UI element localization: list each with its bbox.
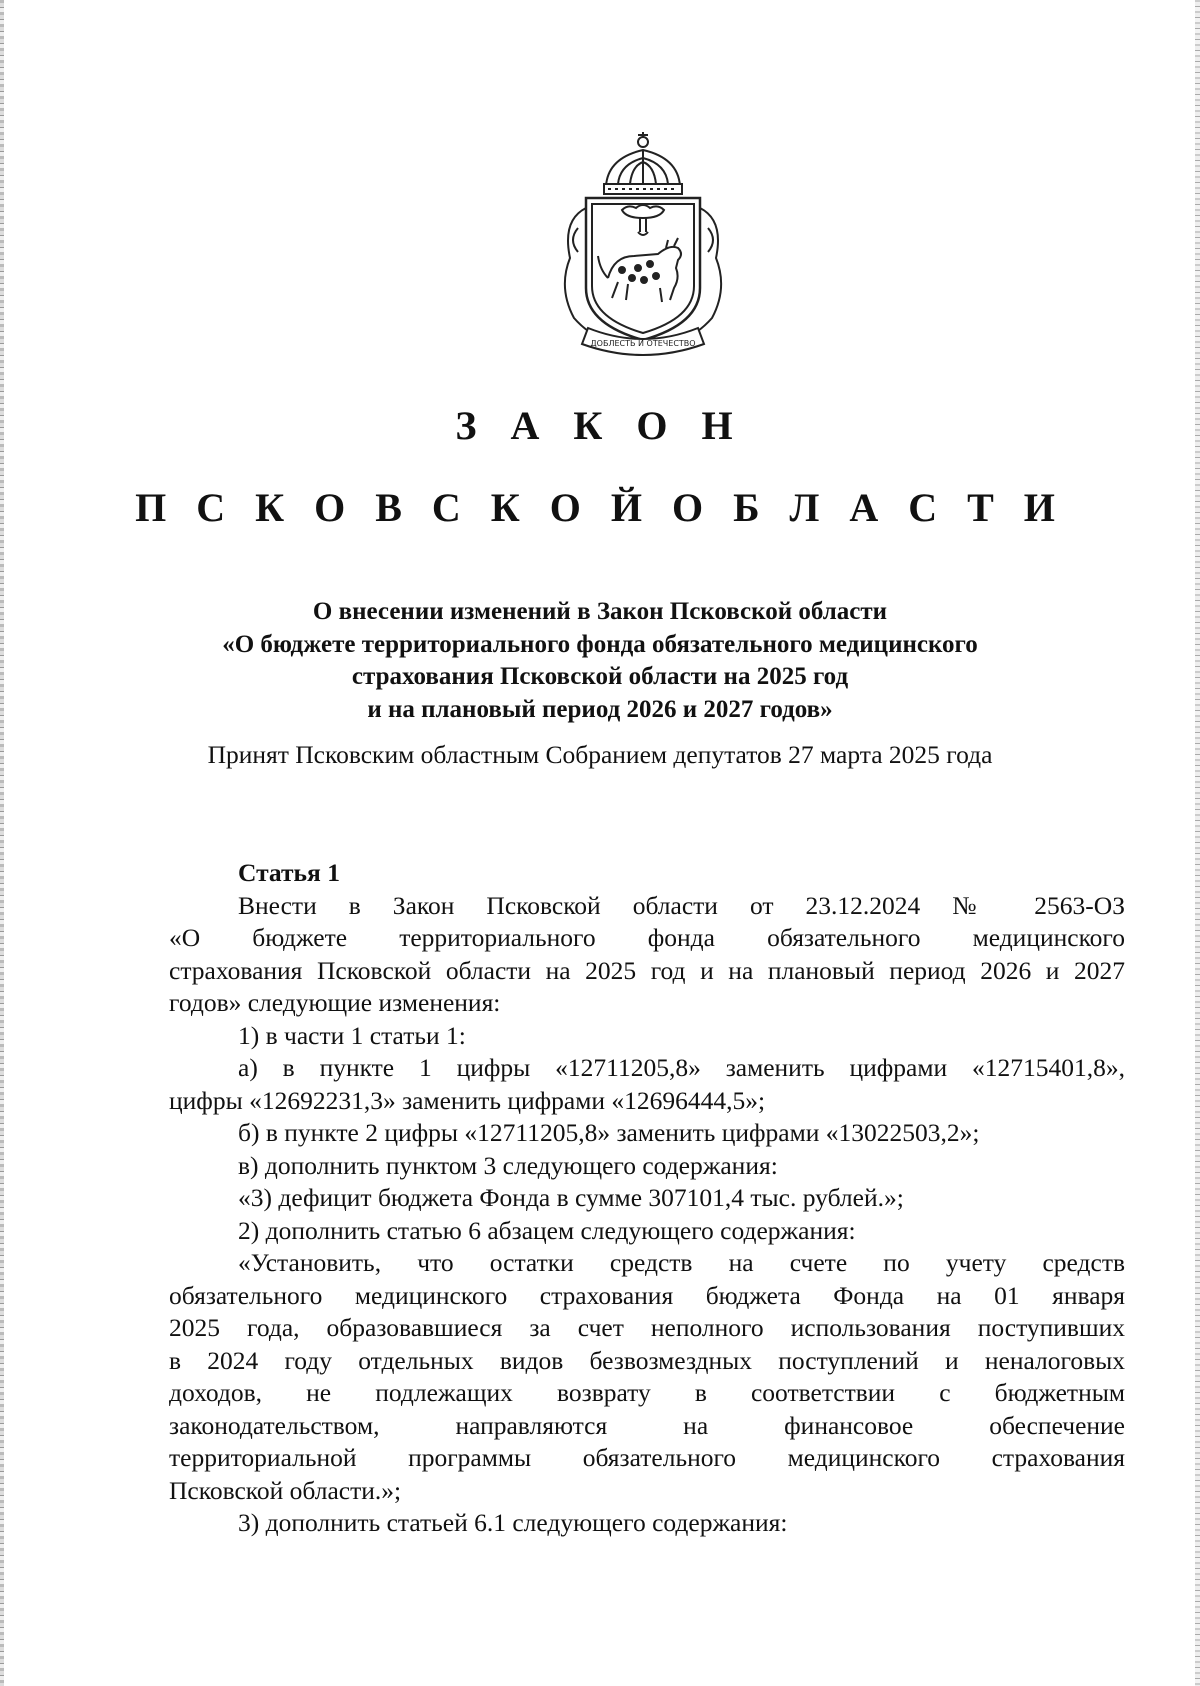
subject-line: «О бюджете территориального фонда обязательного медицинского — [222, 630, 978, 658]
emblem-motto: ДОБЛЕСТЬ И ОТЕЧЕСТВО — [590, 339, 696, 348]
list-item: б) в пункте 2 цифры «12711205,8» заменить цифрами «13022503,2»; — [238, 1118, 980, 1147]
body-line: страхования Псковской области на 2025 год и на плановый период 2026 и 2027 — [169, 955, 1125, 985]
subject-line: О внесении изменений в Закон Псковской области — [312, 598, 888, 625]
quoted-text: законодательством, направляются на финансовое обеспечение — [169, 1410, 1125, 1440]
subject-line: и на плановый период 2026 и 2027 годов» — [367, 695, 833, 723]
quoted-text: 2025 года, образовавшиеся за счет неполного использования поступивших — [169, 1313, 1125, 1342]
quoted-text: «3) дефицит бюджета Фонда в сумме 307101,4 тыс. рублей.»; — [238, 1183, 904, 1212]
region-title: П С К О В С К О Й О Б Л А С Т И — [135, 485, 1065, 530]
quoted-text: в 2024 году отдельных видов безвозмездных поступлений и неналоговых — [169, 1345, 1125, 1375]
body-line: годов» следующие изменения: — [169, 988, 501, 1017]
pskov-coat-of-arms-icon — [548, 128, 738, 364]
body-line: цифры «12692231,3» заменить цифрами «12696444,5»; — [169, 1085, 766, 1115]
list-item: 2) дополнить статью 6 абзацем следующего содержания: — [238, 1215, 856, 1245]
quoted-text: Псковской области.»; — [169, 1475, 402, 1505]
law-subject — [0, 596, 1200, 726]
quoted-text: «Установить, что остатки средств на счете по учету средств — [238, 1248, 1125, 1277]
document-type-title: З А К О Н — [455, 403, 745, 448]
quoted-text: территориальной программы обязательного медицинского страхования — [169, 1443, 1125, 1472]
article-heading: Статья 1 — [238, 858, 340, 887]
article-1 — [169, 857, 1125, 1540]
scan-edge-right — [1195, 0, 1200, 1686]
list-item: а) в пункте 1 цифры «12711205,8» заменить цифрами «12715401,8», — [238, 1053, 1125, 1082]
list-item: 1) в части 1 статьи 1: — [238, 1020, 466, 1050]
subject-line: страхования Псковской области на 2025 год — [351, 663, 849, 690]
scan-edge-left — [0, 0, 4, 1686]
quoted-text: обязательного медицинского страхования бюджета Фонда на 01 января — [169, 1280, 1125, 1310]
body-line: Внести в Закон Псковской области от 23.12.2024 № 2563-ОЗ — [238, 890, 1125, 920]
list-item: в) дополнить пунктом 3 следующего содержания: — [238, 1150, 778, 1180]
body-line: «О бюджете территориального фонда обязательного медицинского — [169, 923, 1125, 952]
quoted-text: доходов, не подлежащих возврату в соответствии с бюджетным — [169, 1378, 1125, 1407]
list-item: 3) дополнить статьей 6.1 следующего содержания: — [238, 1508, 788, 1537]
adoption-note: Принят Псковским областным Собранием депутатов 27 марта 2025 года — [207, 740, 993, 769]
